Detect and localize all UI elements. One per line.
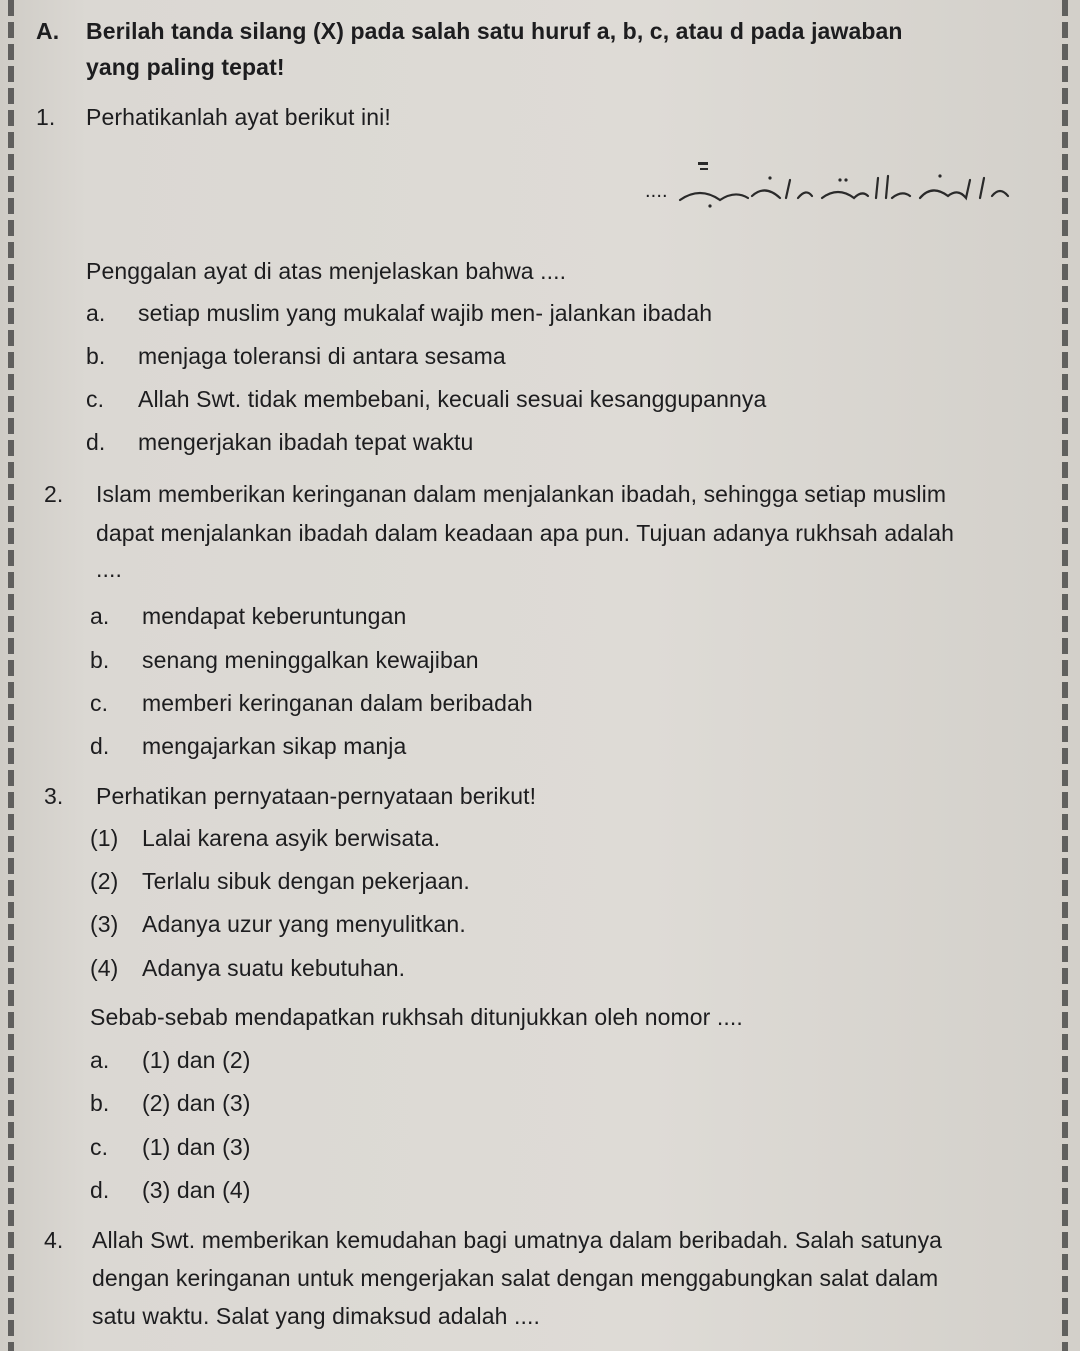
option-letter: d.: [90, 733, 110, 759]
q1-option-a[interactable]: [86, 300, 712, 327]
statement-number: (4): [90, 955, 119, 981]
question-2-line1: Islam memberikan keringanan dalam menjalankan ibadah, sehingga setiap muslim: [96, 481, 947, 507]
section-instruction-line2: yang paling tepat!: [86, 54, 285, 80]
option-letter: c.: [86, 386, 105, 412]
statement-text: Adanya suatu kebutuhan.: [142, 955, 406, 981]
question-3-number: 3.: [44, 783, 64, 809]
section-label: A.: [36, 18, 60, 44]
option-letter: c.: [90, 1134, 109, 1160]
statement-text: Adanya uzur yang menyulitkan.: [142, 911, 466, 937]
q3-statement-3: [90, 911, 466, 938]
question-4-line3: satu waktu. Salat yang dimaksud adalah ....: [92, 1303, 540, 1329]
q3-statement-2: [90, 868, 470, 895]
verse-prefix: ....: [645, 180, 668, 202]
q2-option-a[interactable]: [90, 603, 406, 630]
question-2-line2: dapat menjalankan ibadah dalam keadaan apa pun. Tujuan adanya rukhsah adalah: [96, 520, 954, 546]
q3-option-b[interactable]: [90, 1090, 250, 1117]
section-instruction-line1: Berilah tanda silang (X) pada salah satu huruf a, b, c, atau d pada jawaban: [86, 18, 903, 44]
binding-edge-right: [1062, 0, 1068, 1351]
q3-option-d[interactable]: [90, 1177, 250, 1204]
option-text: Allah Swt. tidak membebani, kecuali sesuai kesanggupannya: [138, 386, 767, 412]
question-2-number: 2.: [44, 481, 64, 507]
option-text: mengajarkan sikap manja: [142, 733, 407, 759]
option-text: (2) dan (3): [142, 1090, 251, 1116]
option-letter: b.: [90, 647, 110, 673]
option-text: menjaga toleransi di antara sesama: [138, 343, 506, 369]
question-2-line3: ....: [96, 556, 122, 582]
option-text: mengerjakan ibadah tepat waktu: [138, 429, 474, 455]
option-text: memberi keringanan dalam beribadah: [142, 690, 533, 716]
question-4-number: 4.: [44, 1227, 64, 1253]
option-letter: d.: [90, 1177, 110, 1203]
q2-option-c[interactable]: [90, 690, 533, 717]
q1-option-d[interactable]: [86, 429, 473, 456]
question-1-after: Penggalan ayat di atas menjelaskan bahwa ....: [86, 258, 567, 284]
statement-text: Terlalu sibuk dengan pekerjaan.: [142, 868, 470, 894]
q1-option-c[interactable]: [86, 386, 766, 413]
q2-option-b[interactable]: [90, 647, 479, 674]
statement-number: (1): [90, 825, 119, 851]
q1-option-b[interactable]: [86, 343, 506, 370]
q2-option-d[interactable]: [90, 733, 406, 760]
option-letter: a.: [90, 1047, 110, 1073]
arabic-verse-image: [640, 160, 1040, 208]
option-text: mendapat keberuntungan: [142, 603, 407, 629]
question-1-number: 1.: [36, 104, 56, 130]
question-4-line1: Allah Swt. memberikan kemudahan bagi umatnya dalam beribadah. Salah satunya: [92, 1227, 943, 1253]
question-3-after: Sebab-sebab mendapatkan rukhsah ditunjukkan oleh nomor ....: [90, 1004, 743, 1030]
option-text: senang meninggalkan kewajiban: [142, 647, 479, 673]
binding-edge-left: [8, 0, 14, 1351]
q3-statement-1: [90, 825, 440, 852]
statement-number: (3): [90, 911, 119, 937]
option-text: (1) dan (3): [142, 1134, 251, 1160]
option-letter: a.: [90, 603, 110, 629]
statement-text: Lalai karena asyik berwisata.: [142, 825, 441, 851]
q3-option-a[interactable]: [90, 1047, 250, 1074]
option-letter: b.: [90, 1090, 110, 1116]
question-3-text: Perhatikan pernyataan-pernyataan berikut!: [96, 783, 537, 809]
option-text: (3) dan (4): [142, 1177, 251, 1203]
q3-statement-4: [90, 955, 405, 982]
question-4-line2: dengan keringanan untuk mengerjakan salat dengan menggabungkan salat dalam: [92, 1265, 939, 1291]
question-1-text: Perhatikanlah ayat berikut ini!: [86, 104, 391, 130]
option-letter: a.: [86, 300, 106, 326]
statement-number: (2): [90, 868, 119, 894]
option-letter: c.: [90, 690, 109, 716]
option-letter: d.: [86, 429, 106, 455]
option-text: setiap muslim yang mukalaf wajib men- jalankan ibadah: [138, 300, 713, 326]
option-letter: b.: [86, 343, 106, 369]
option-text: (1) dan (2): [142, 1047, 251, 1073]
q3-option-c[interactable]: [90, 1134, 250, 1161]
